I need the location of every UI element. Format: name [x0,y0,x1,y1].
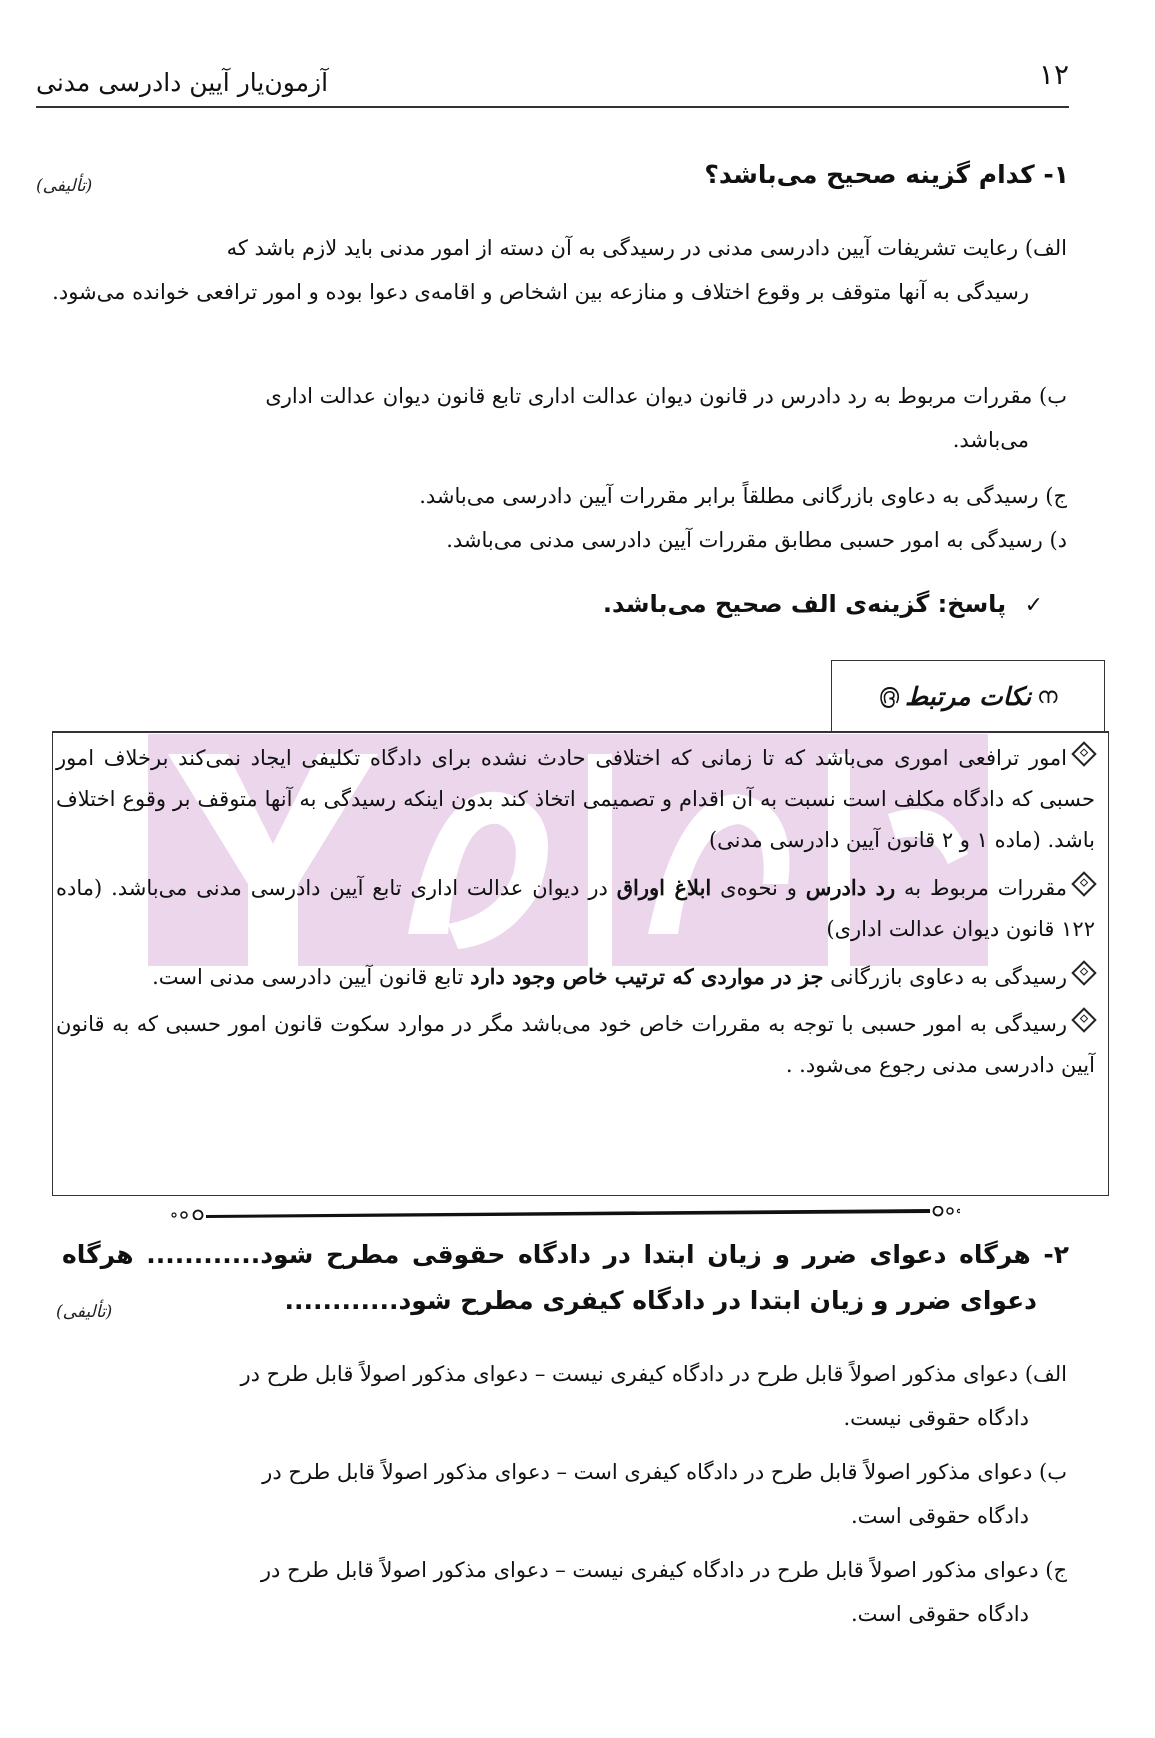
diamond-bullet-icon [1071,871,1096,896]
related-notes-header [831,660,1105,731]
question-1-option-d [40,518,1067,562]
question-1-title: ۱- کدام گزینه صحیح می‌باشد؟ [704,160,1069,189]
diamond-bullet-icon [1071,960,1096,985]
question-2-title-line-1: ۲- هرگاه دعوای ضرر و زیان ابتدا در دادگاه حقوقی مطرح شود............ هرگاه [62,1240,1069,1269]
ornament-icon: ന [1037,683,1058,709]
question-2-tag: (تألیفی) [56,1302,113,1322]
option-label: ج) [1045,1558,1067,1582]
note-item: مقررات مربوط به رد دادرس و نحوه‌ی ابلاغ اوراق در دیوان عدالت اداری تابع آیین دادرسی مدنی می‌باشد. (ماده ۱۲۲ قانون دیوان عدالت اداری) [56,867,1095,950]
option-text: دعوای مذکور اصولاً قابل طرح در دادگاه کیفری نیست – دعوای مذکور اصولاً قابل طرح در [260,1558,1039,1582]
related-notes-list [56,738,1095,1092]
option-text: رسیدگی به دعاوی بازرگانی مطلقاً برابر مقررات آیین دادرسی می‌باشد. [419,484,1039,508]
option-text: دعوای مذکور اصولاً قابل طرح در دادگاه کیفری نیست – دعوای مذکور اصولاً قابل طرح در [240,1362,1019,1386]
note-item: رسیدگی به دعاوی بازرگانی جز در مواردی که ترتیب خاص وجود دارد تابع قانون آیین دادرسی مدنی است. [56,956,1095,998]
option-label: ب) [1039,384,1067,408]
option-text: رعایت تشریفات آیین دادرسی مدنی در رسیدگی به آن دسته از امور مدنی باید لازم باشد که [226,236,1019,260]
option-text: دعوای مذکور اصولاً قابل طرح در دادگاه کیفری است – دعوای مذکور اصولاً قابل طرح در [262,1460,1033,1484]
question-1-option-b [40,374,1067,462]
option-text-continued: دادگاه حقوقی است. [850,1602,1029,1626]
checkmark-icon: ✓ [1024,593,1043,618]
question-2-option-a [40,1352,1067,1440]
question-1-answer [603,590,1043,618]
question-1-tag: (تألیفی) [36,176,93,196]
option-text: رسیدگی به امور حسبی مطابق مقررات آیین دادرسی مدنی می‌باشد. [446,528,1043,552]
note-item: رسیدگی به امور حسبی با توجه به مقررات خاص خود می‌باشد مگر در موارد سکوت قانون امور حسبی که به قانون آیین دادرسی مدنی رجوع می‌شود. . [56,1004,1095,1086]
question-1-option-a [40,226,1067,314]
book-title: آزمون‌یار آیین دادرسی مدنی [36,68,329,97]
diamond-bullet-icon [1071,741,1096,766]
question-2-title-line-2: دعوای ضرر و زیان ابتدا در دادگاه کیفری مطرح شود............ [284,1286,1037,1315]
answer-text: پاسخ: گزینه‌ی الف صحیح می‌باشد. [602,590,1007,618]
option-label: الف) [1024,1362,1067,1386]
page-number: ۱۲ [1038,58,1069,91]
option-text-continued: می‌باشد. [952,428,1029,452]
option-text: مقررات مربوط به رد دادرس در قانون دیوان عدالت اداری تابع قانون دیوان عدالت اداری [265,384,1033,408]
option-text-continued: دادگاه حقوقی است. [850,1504,1029,1528]
option-label: الف) [1024,236,1067,260]
running-header [36,58,1069,108]
option-label: ج) [1045,484,1067,508]
option-text-continued: رسیدگی به آنها متوقف بر وقوع اختلاف و منازعه بین اشخاص و اقامه‌ی دعوا بوده و امور ترافعی خوانده می‌شود. [52,280,1029,304]
section-divider [170,1206,960,1220]
diamond-bullet-icon [1071,1007,1096,1032]
question-2-option-c [40,1548,1067,1636]
option-label: ب) [1039,1460,1067,1484]
ornament-icon: ൫ [878,683,900,709]
option-label: د) [1049,528,1067,552]
note-item: امور ترافعی اموری می‌باشد که تا زمانی که اختلافی حادث نشده برای دادگاه تکلیفی ایجاد نمی‌کند برخلاف امور حسبی که دادگاه مکلف است نسبت به آن اقدام و تصمیمی اتخاذ کند بدون اینکه رسیدگی به آنها متوقف بر وقوع اختلاف باشد. (ماده ۱ و ۲ قانون آیین دادرسی مدنی) [56,738,1095,861]
option-text-continued: دادگاه حقوقی نیست. [843,1406,1029,1430]
question-1-option-c [40,474,1067,518]
question-2-option-b [40,1450,1067,1538]
related-notes-title: نکات مرتبط [905,681,1032,711]
